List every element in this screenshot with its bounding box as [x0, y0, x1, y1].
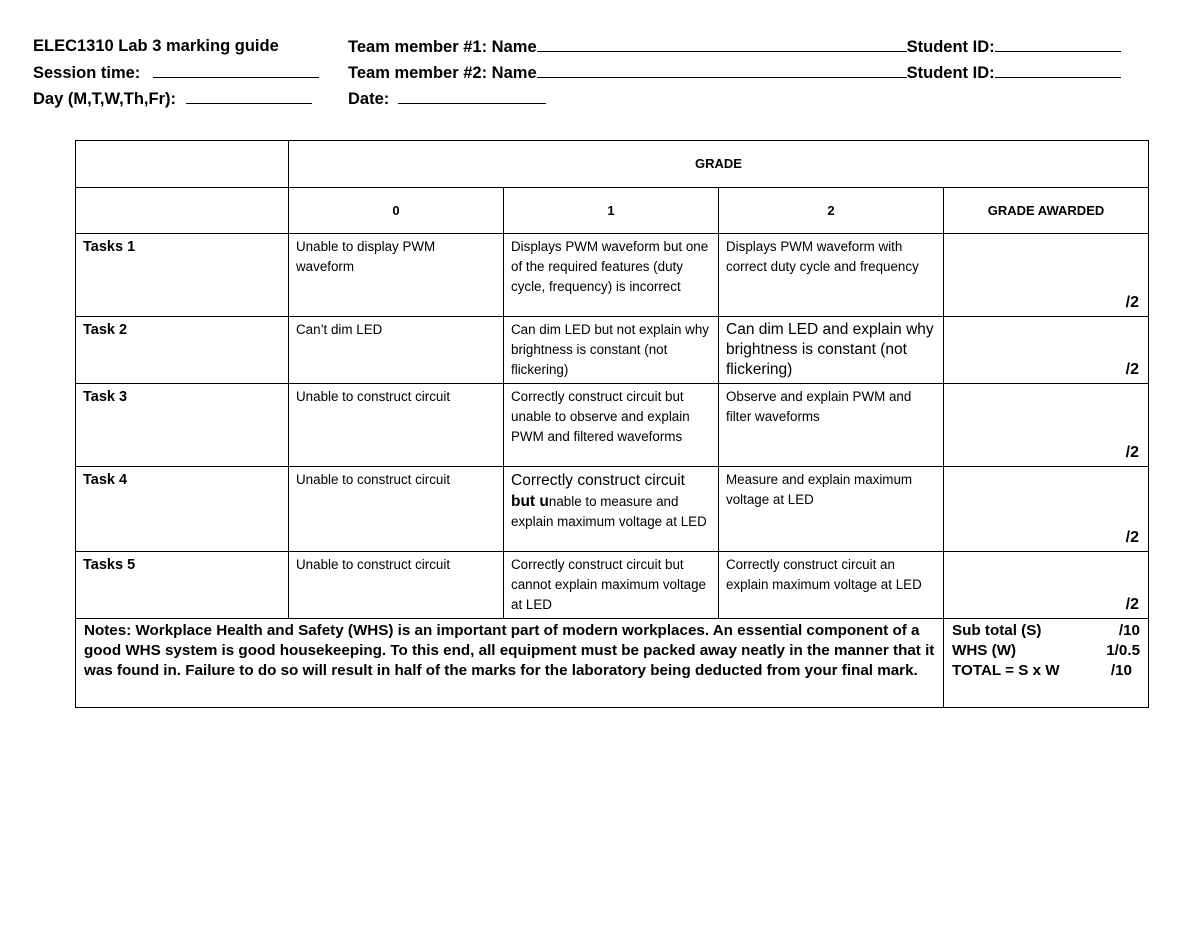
total-label: TOTAL = S x W [952, 662, 1060, 679]
date-label: Date: [348, 90, 390, 108]
table-row [76, 552, 1149, 619]
day-field[interactable] [33, 88, 312, 109]
whs-line [952, 641, 1140, 661]
team-member-2-label: Team member #2: Name [348, 64, 537, 82]
notes-row [76, 619, 1149, 708]
subtotal-value[interactable]: /10 [1118, 622, 1141, 639]
grade-1-criteria [504, 467, 719, 552]
date-field[interactable] [348, 88, 546, 109]
student-id-1-label: Student ID: [906, 38, 995, 56]
grade-awarded-input[interactable]: /2 [944, 467, 1149, 552]
session-time-label: Session time: [33, 64, 141, 82]
team-member-2-field[interactable] [348, 62, 1121, 83]
table-row [76, 317, 1149, 384]
grade-columns-row [76, 188, 1149, 234]
grade-1-criteria: Displays PWM waveform but one of the required features (duty cycle, frequency) is incorrect [504, 234, 719, 317]
whs-label: WHS (W) [952, 642, 1017, 659]
team-member-1-label: Team member #1: Name [348, 38, 537, 56]
task-label: Task 3 [76, 384, 289, 467]
grade-1-criteria: Correctly construct circuit but cannot explain maximum voltage at LED [504, 552, 719, 619]
grade-col-2: 2 [719, 188, 944, 234]
student-id-1-blank[interactable] [995, 36, 1121, 52]
grade-awarded-input[interactable]: /2 [944, 552, 1149, 619]
grade-awarded-input[interactable]: /2 [944, 384, 1149, 467]
grade-awarded-input[interactable]: /2 [944, 234, 1149, 317]
grade-col-1: 1 [504, 188, 719, 234]
total-value[interactable]: /10 [1110, 662, 1133, 679]
empty-corner-cell [76, 188, 289, 234]
table-row [76, 234, 1149, 317]
grade-2-criteria: Correctly construct circuit an explain maximum voltage at LED [719, 552, 944, 619]
course-lab-title: ELEC1310 Lab 3 marking guide [33, 37, 279, 55]
grade-1-criteria: Correctly construct circuit but unable to observe and explain PWM and filtered waveforms [504, 384, 719, 467]
grade-awarded-input[interactable]: /2 [944, 317, 1149, 384]
grade-2-criteria: Displays PWM waveform with correct duty cycle and frequency [719, 234, 944, 317]
team-member-1-field[interactable] [348, 36, 1121, 57]
grade-awarded-header: GRADE AWARDED [944, 188, 1149, 234]
task-label: Tasks 1 [76, 234, 289, 317]
grade-0-criteria: Can’t dim LED [289, 317, 504, 384]
team-member-2-name-blank[interactable] [537, 62, 907, 78]
subtotal-line [952, 621, 1140, 641]
student-id-2-label: Student ID: [906, 64, 995, 82]
task-label: Tasks 5 [76, 552, 289, 619]
subtotal-label: Sub total (S) [952, 622, 1042, 639]
grade-2-criteria: Observe and explain PWM and filter waveforms [719, 384, 944, 467]
table-row [76, 384, 1149, 467]
criteria-text: nable to measure and explain maximum voltage at LED [511, 494, 707, 529]
table-row [76, 467, 1149, 552]
task-label: Task 4 [76, 467, 289, 552]
day-blank[interactable] [186, 88, 312, 104]
total-line [952, 661, 1140, 681]
grade-title-row [76, 141, 1149, 188]
task-label: Task 2 [76, 317, 289, 384]
session-time-blank[interactable] [153, 62, 319, 78]
grade-col-0: 0 [289, 188, 504, 234]
grade-0-criteria: Unable to construct circuit [289, 467, 504, 552]
whs-notes: Notes: Workplace Health and Safety (WHS) is an important part of modern workplaces. An essential component of a good WHS system is good housekeeping. To this end, all equipment must be packed away neatly in the manner that it was found in. Failure to do so will result in half of the marks for the laboratory being deducted from your final mark. [76, 619, 944, 708]
grade-title: GRADE [289, 141, 1149, 188]
day-label: Day (M,T,W,Th,Fr): [33, 90, 176, 108]
whs-value[interactable]: 1/0.5 [1106, 642, 1141, 659]
student-id-2-blank[interactable] [995, 62, 1121, 78]
grade-0-criteria: Unable to construct circuit [289, 552, 504, 619]
marking-rubric-table [75, 140, 1149, 708]
grade-0-criteria: Unable to construct circuit [289, 384, 504, 467]
date-blank[interactable] [398, 88, 546, 104]
grade-0-criteria: Unable to display PWM waveform [289, 234, 504, 317]
empty-corner-cell [76, 141, 289, 188]
grade-2-criteria: Can dim LED and explain why brightness is constant (not flickering) [719, 317, 944, 384]
criteria-text-large: Correctly construct circuit [511, 472, 685, 489]
grade-2-criteria: Measure and explain maximum voltage at LED [719, 467, 944, 552]
criteria-text-bold: but u [511, 493, 549, 510]
session-time-field[interactable] [33, 62, 319, 83]
team-member-1-name-blank[interactable] [537, 36, 907, 52]
totals-cell [944, 619, 1149, 708]
grade-1-criteria: Can dim LED but not explain why brightness is constant (not flickering) [504, 317, 719, 384]
